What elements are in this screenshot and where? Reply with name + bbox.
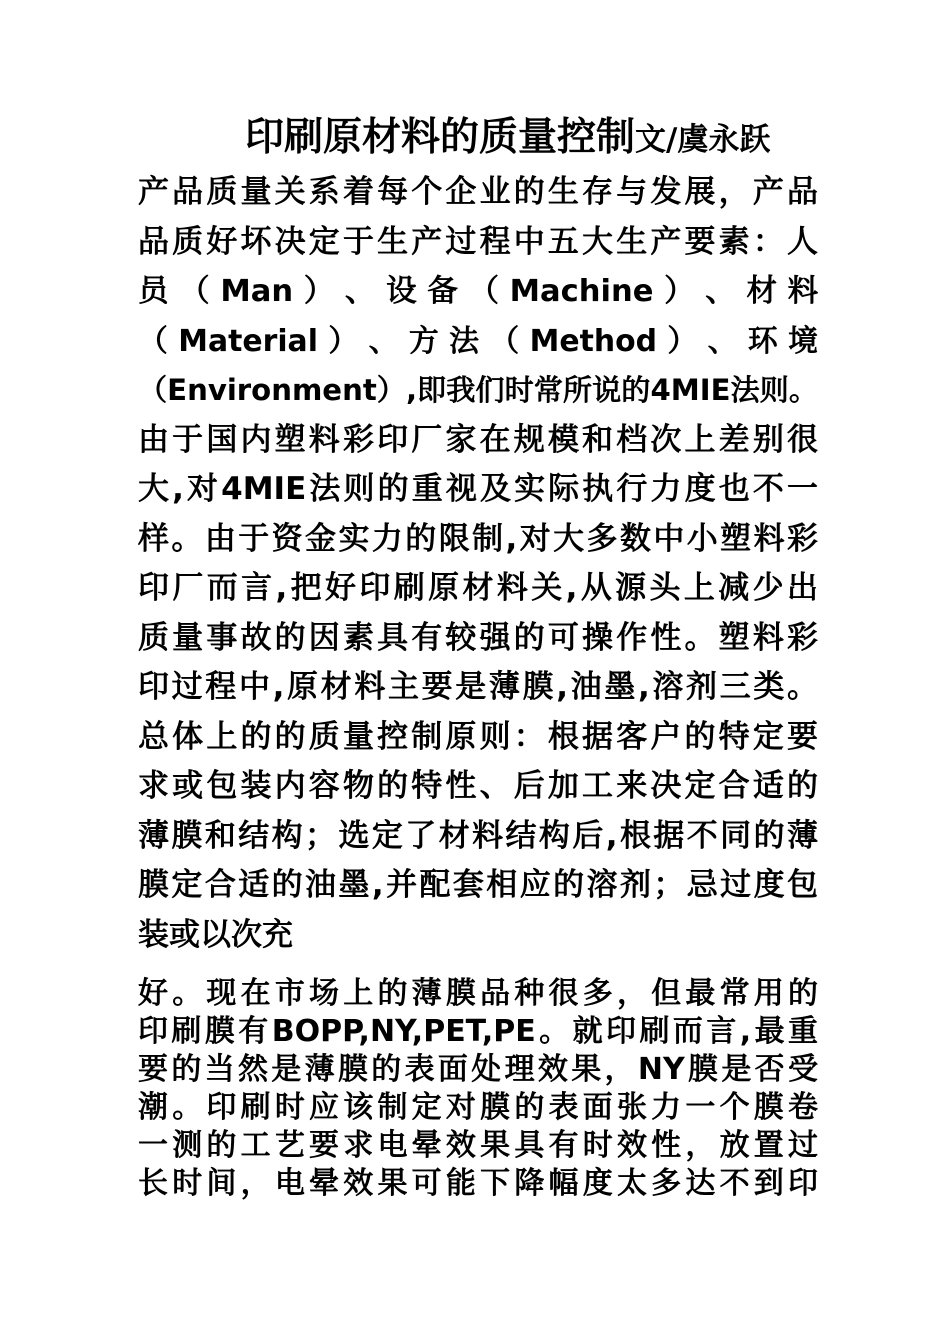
document-author: 文/虞永跃 xyxy=(635,122,771,158)
text-line: 质量事故的因素具有较强的可操作性。塑料彩 xyxy=(138,619,818,656)
text-line: 长时间，电晕效果可能下降幅度太多达不到印 xyxy=(138,1166,818,1201)
text-line: 总体上的的质量控制原则：根据客户的特定要 xyxy=(138,718,818,755)
text-line: 印厂而言,把好印刷原材料关,从源头上减少出 xyxy=(138,570,818,606)
text-line: 印刷膜有BOPP,NY,PET,PE。就印刷而言,最重 xyxy=(138,1014,818,1049)
text-line: 品质好坏决定于生产过程中五大生产要素：人 xyxy=(138,223,818,260)
text-line: 薄膜和结构；选定了材料结构后,根据不同的薄 xyxy=(138,817,818,854)
text-line: 要的当然是薄膜的表面处理效果，NY膜是否受 xyxy=(138,1052,818,1087)
text-line: 一测的工艺要求电晕效果具有时效性，放置过 xyxy=(138,1128,818,1163)
text-line: 样。由于资金实力的限制,对大多数中小塑料彩 xyxy=(138,520,818,557)
text-line: 好。现在市场上的薄膜品种很多，但最常用的 xyxy=(138,976,818,1011)
text-line: 潮。印刷时应该制定对膜的表面张力一个膜卷 xyxy=(138,1090,818,1125)
text-line: 印过程中,原材料主要是薄膜,油墨,溶剂三类。 xyxy=(138,669,818,705)
text-line: （Environment）,即我们时常所说的4MIE法则。 xyxy=(138,373,818,407)
title-row xyxy=(245,106,770,162)
text-line: 员 （ Man ） 、 设 备 （ Machine ） 、 材 料 xyxy=(138,274,819,309)
paragraph-2 xyxy=(138,975,818,1203)
text-line: 装或以次充 xyxy=(138,916,293,953)
document-title: 印刷原材料的质量控制 xyxy=(245,115,636,160)
text-line: 由于国内塑料彩印厂家在规模和档次上差别很 xyxy=(138,421,818,458)
text-line: 产品质量关系着每个企业的生存与发展，产品 xyxy=(138,174,818,210)
text-line: 求或包装内容物的特性、后加工来决定合适的 xyxy=(138,768,818,804)
text-line: （ Material ） 、 方 法 （ Method ） 、 环 境 xyxy=(138,323,818,359)
paragraph-1 xyxy=(138,168,818,960)
text-line: 大,对4MIE法则的重视及实际执行力度也不一 xyxy=(138,471,818,507)
text-line: 膜定合适的油墨,并配套相应的溶剂；忌过度包 xyxy=(138,867,818,903)
